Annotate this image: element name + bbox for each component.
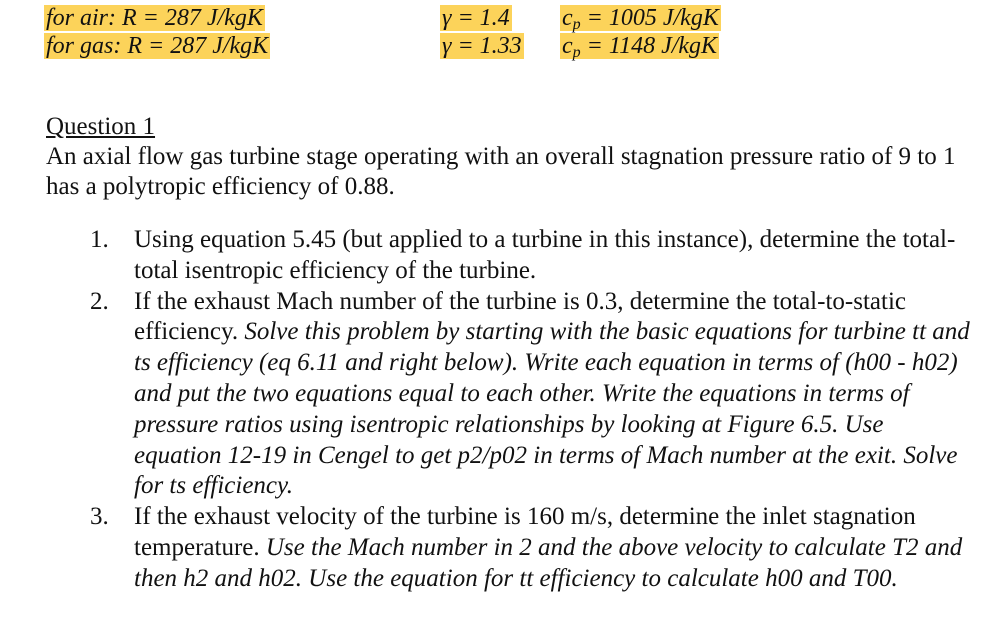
question-title: Question 1 — [46, 113, 156, 140]
gamma-value: = 1.33 — [451, 33, 522, 59]
cp-letter: c — [562, 33, 573, 59]
item-number: 2. — [90, 287, 109, 315]
cp-value: = 1148 J/kgK — [580, 33, 718, 59]
list-item — [90, 225, 970, 287]
cp-subscript: p — [572, 44, 581, 61]
list-item — [90, 502, 970, 594]
cp-subscript: p — [572, 16, 581, 33]
gamma-value: = 1.4 — [451, 5, 510, 31]
cp-value: = 1005 J/kgK — [580, 5, 719, 31]
gamma-symbol: γ — [442, 33, 452, 59]
question-section — [46, 112, 976, 202]
item-text: If the exhaust velocity of the turbine is 160 m/s, determine the inlet stagnation temperature. — [134, 503, 916, 561]
gas-cp — [560, 33, 719, 59]
item-number: 3. — [90, 503, 109, 531]
gamma-symbol: γ — [442, 5, 452, 31]
question-items — [90, 225, 970, 595]
cp-symbol — [562, 5, 581, 31]
gas-gamma — [440, 33, 524, 59]
gas-gas-constant: for gas: R = 287 J/kgK — [46, 33, 269, 59]
air-gas-constant: for air: R = 287 J/kgK — [46, 5, 263, 31]
item-text: Using equation 5.45 (but applied to a turbine in this instance), determine the total-total isentropic efficiency of the turbine. — [134, 226, 956, 284]
cp-column — [560, 5, 721, 61]
cp-letter: c — [562, 5, 573, 31]
question-intro: An axial flow gas turbine stage operating with an overall stagnation pressure ratio of 9 to 1 has a polytropic efficiency of 0.88. — [46, 143, 956, 200]
air-cp — [560, 5, 721, 31]
gas-constant-column — [44, 5, 270, 61]
list-item — [90, 287, 970, 503]
air-gamma — [440, 5, 512, 31]
cp-symbol — [562, 33, 581, 59]
item-hint: Use the Mach number in 2 and the above velocity to calculate T2 and then h2 and h02. Use the equation for tt efficiency to calculate h00 and T00. — [134, 533, 963, 592]
item-text: If the exhaust Mach number of the turbine is 0.3, determine the total-to-static efficiency. — [134, 287, 906, 346]
gamma-column — [440, 5, 524, 61]
item-hint: Solve this problem by starting with the basic equations for turbine tt and ts efficiency (eq 6.11 and right below). Write each equation in terms of (h00 - h02) and put the two equations equal to each other. Write the equations in terms of pressure ratios using isentropic relationships by looking at Figure 6.5. Use equation 12-19 in Cengel to get p2/p02 in terms of Mach number at the exit. Solve for ts efficiency. — [134, 318, 970, 500]
item-number: 1. — [90, 226, 109, 253]
